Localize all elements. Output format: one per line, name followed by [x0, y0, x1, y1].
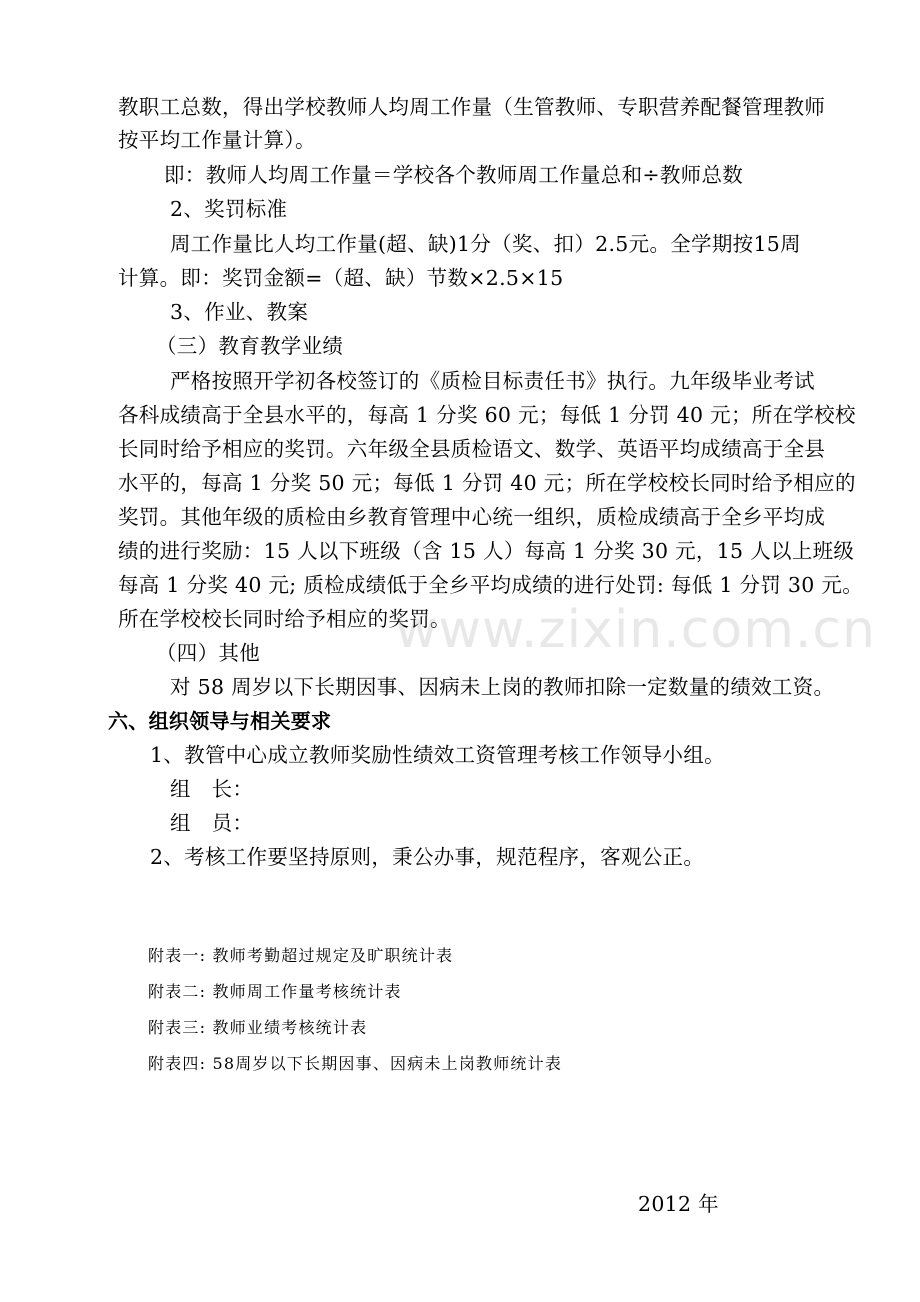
appendix-table-3: 附表三: 教师业绩考核统计表	[148, 1018, 368, 1037]
document-date: 2012 年	[638, 1192, 719, 1216]
performance-line-3: 长同时给予相应的奖罚。六年级全县质检语文、数学、英语平均成绩高于全县	[118, 437, 826, 461]
paragraph-1-line-2: 按平均工作量计算）。	[118, 128, 316, 152]
watermark: www.zixin.com.cn	[395, 600, 876, 660]
performance-line-2: 各科成绩高于全县水平的，每高 1 分奖 60 元；每低 1 分罚 40 元；所在学校校	[118, 403, 856, 427]
leader-label: 组 长：	[170, 777, 254, 801]
section-4-heading: （四）其他	[156, 641, 260, 665]
requirement-item-2: 2、考核工作要坚持原则，秉公办事，规范程序，客观公正。	[150, 845, 705, 869]
performance-line-7: 每高 1 分奖 40 元; 质检成绩低于全乡平均成绩的进行处罚: 每低 1 分罚 30 元。	[118, 573, 864, 597]
requirement-item-1: 1、教管中心成立教师奖励性绩效工资管理考核工作领导小组。	[150, 743, 725, 767]
performance-line-4: 水平的，每高 1 分奖 50 元；每低 1 分罚 40 元；所在学校校长同时给予相应的	[118, 471, 856, 495]
performance-line-8: 所在学校校长同时给予相应的奖罚。	[118, 607, 451, 631]
performance-line-1: 严格按照开学初各校签订的《质检目标责任书》执行。九年级毕业考试	[170, 369, 815, 393]
appendix-table-1: 附表一: 教师考勤超过规定及旷职统计表	[148, 946, 454, 965]
paragraph-1-line-1: 教职工总数，得出学校教师人均周工作量（生管教师、专职营养配餐管理教师	[118, 95, 826, 119]
section-6-heading: 六、组织领导与相关要求	[108, 709, 332, 733]
appendix-table-2: 附表二: 教师周工作量考核统计表	[148, 982, 402, 1001]
item-3-heading: 3、作业、教案	[170, 300, 309, 324]
formula-line: 即：教师人均周工作量＝学校各个教师周工作量总和÷教师总数	[164, 163, 744, 187]
reward-standard-line-1: 周工作量比人均工作量(超、缺)1分（奖、扣）2.5元。全学期按15周	[170, 232, 801, 256]
section-3-heading: （三）教育教学业绩	[156, 334, 344, 358]
performance-line-6: 绩的进行奖励：15 人以下班级（含 15 人）每高 1 分奖 30 元，15 人以上班级	[118, 539, 855, 563]
item-2-heading: 2、奖罚标准	[170, 197, 288, 221]
performance-line-5: 奖罚。其他年级的质检由乡教育管理中心统一组织，质检成绩高于全乡平均成	[118, 505, 826, 529]
reward-standard-line-2: 计算。即：奖罚金额=（超、缺）节数×2.5×15	[118, 266, 564, 290]
other-line: 对 58 周岁以下长期因事、因病未上岗的教师扣除一定数量的绩效工资。	[170, 675, 835, 699]
member-label: 组 员：	[170, 811, 254, 835]
appendix-table-4: 附表四: 58周岁以下长期因事、因病未上岗教师统计表	[148, 1054, 563, 1073]
